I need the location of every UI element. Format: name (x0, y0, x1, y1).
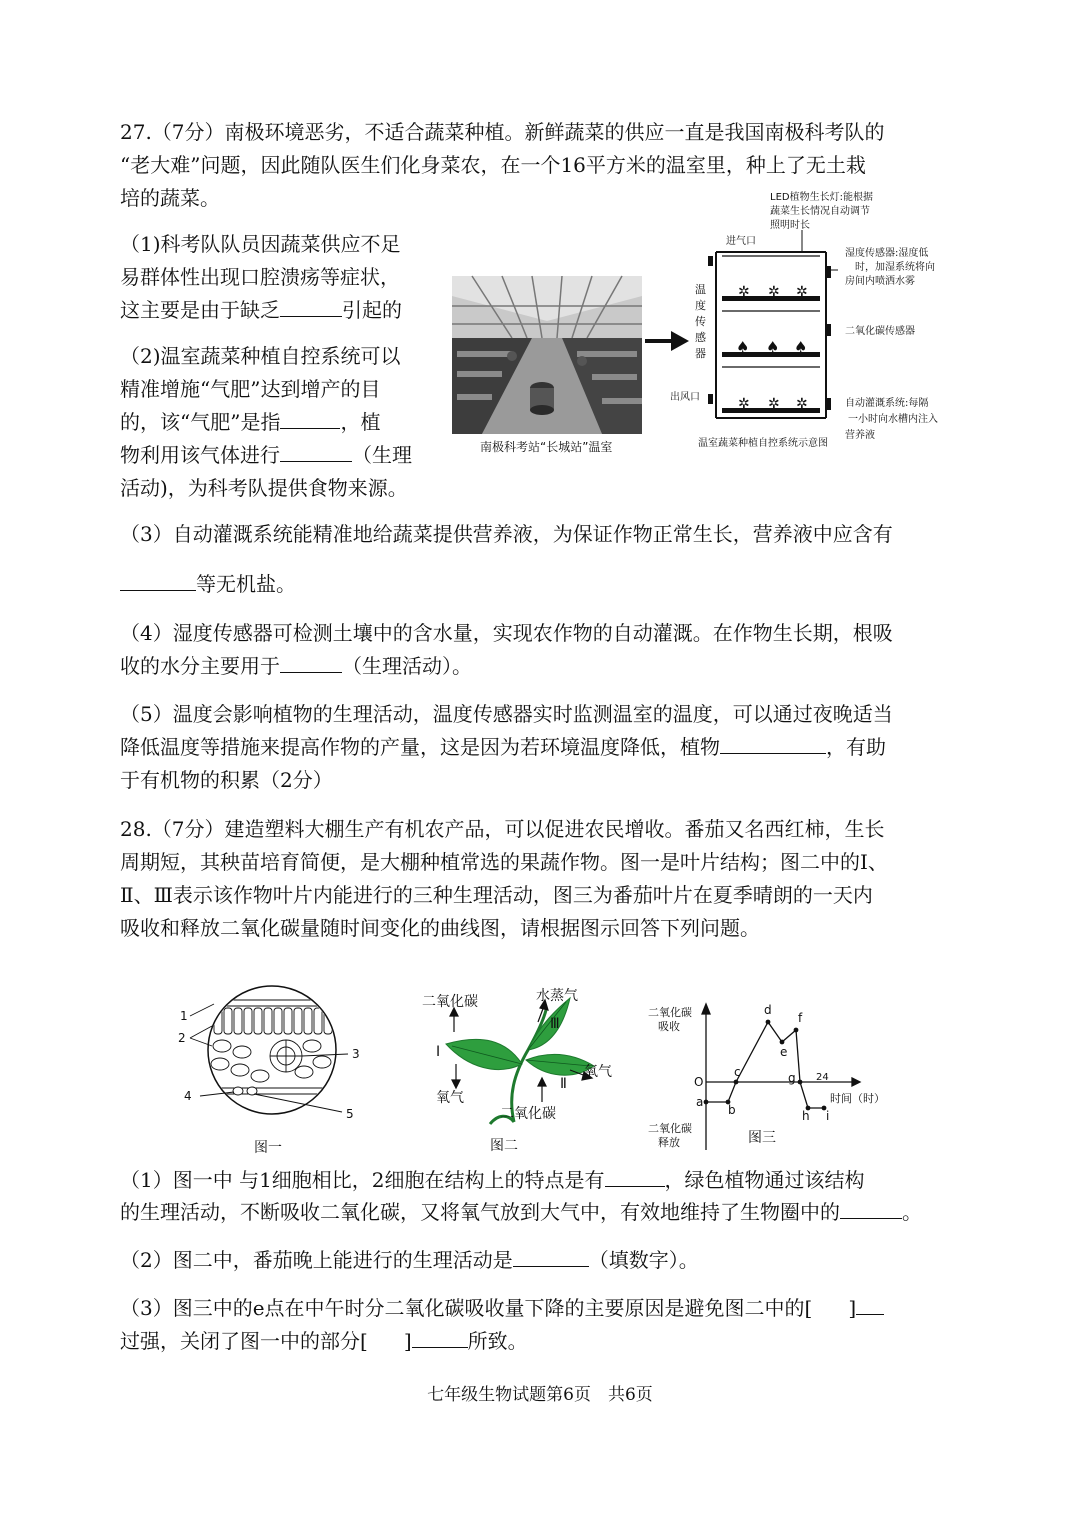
figure3-co2-chart (648, 1000, 898, 1160)
fig1-label-4: 4 (184, 1089, 192, 1103)
q28-intro-line3: Ⅱ、Ⅲ表示该作物叶片内能进行的三种生理活动，图三为番茄叶片在夏季晴朗的一天内 (120, 883, 873, 907)
svg-text:✲: ✲ (738, 284, 750, 300)
q28-s3-blank1[interactable] (856, 1292, 884, 1315)
fig3-point-g (798, 1080, 803, 1085)
fig2-co2-top: 二氧化碳 (422, 994, 478, 1010)
fig2-roman-3: Ⅲ (550, 1016, 560, 1032)
diagram-humidity-label: 湿度传感器:湿度低 (845, 248, 929, 259)
svg-text:✲: ✲ (796, 396, 808, 412)
diagram-led-label-3: 照明时长 (770, 220, 810, 231)
q27-part4-line1: （4）湿度传感器可检测土壤中的含水量，实现农作物的自动灌溉。在作物生长期，根吸 (120, 621, 893, 645)
fig3-point-label-e: e (780, 1045, 788, 1059)
fig3-y-bottom-2: 释放 (658, 1136, 680, 1149)
q27-part4-blank[interactable] (280, 650, 342, 673)
q27-part3-blank[interactable] (120, 568, 196, 591)
fig3-point-c (734, 1080, 739, 1085)
q28-intro-line1: 28.（7分）建造塑料大棚生产有机农产品，可以促进农民增收。番茄又名西红柿，生长 (120, 817, 885, 841)
fig3-caption: 图三 (748, 1130, 776, 1146)
fig3-point-label-c: c (734, 1065, 741, 1079)
fig3-y-bottom-1: 二氧化碳 (648, 1122, 692, 1135)
q27-intro-line2: “老大难”问题，因此随队医生们化身菜农，在一个16平方米的温室里，种上了无土栽 (120, 153, 866, 177)
greenhouse-photo-caption: 南极科考站“长城站”温室 (480, 440, 613, 454)
fig2-vapor: 水蒸气 (536, 988, 578, 1004)
q27-part2-line4 (120, 439, 412, 472)
q27-part2-line2: 精准增施“气肥”达到增产的目 (120, 377, 381, 401)
fig3-y-top-2: 吸收 (658, 1020, 680, 1033)
diagram-humidity-label-3: 房间内喷洒水雾 (845, 276, 915, 287)
svg-text:♠: ♠ (794, 338, 808, 356)
q27-part5-line3: 于有机物的积累（2分） (120, 768, 333, 792)
q27-part3-text: 等无机盐。 (196, 572, 296, 596)
q28-s1-text-c: 的生理活动，不断吸收二氧化碳，又将氧气放到大气中，有效地维持了生物圈中的 (120, 1200, 840, 1224)
figure2-plant-processes (418, 984, 618, 1160)
q27-part5-text-a: 降低温度等措施来提高作物的产量，这是因为若环境温度降低，植物 (120, 735, 720, 759)
svg-text:✲: ✲ (796, 284, 808, 300)
q27-part5-text-b: ，有助 (826, 735, 886, 759)
svg-text:传: 传 (695, 315, 706, 328)
greenhouse-photo (452, 276, 642, 434)
q27-intro-line1: 27.（7分）南极环境恶劣，不适合蔬菜种植。新鲜蔬菜的供应一直是我国南极科考队的 (120, 120, 885, 144)
fig3-point-e (780, 1040, 785, 1045)
diagram-irrigation-label-3: 营养液 (845, 430, 875, 441)
q27-part1-blank[interactable] (280, 294, 342, 317)
q27-part2-text-a: 的，该“气肥”是指 (120, 410, 281, 434)
q27-part5-blank[interactable] (720, 731, 826, 754)
fig3-point-label-d: d (764, 1003, 772, 1017)
svg-text:度: 度 (695, 299, 706, 312)
q27-part2-text-b: ，植 (340, 410, 381, 434)
fig3-point-d (766, 1020, 771, 1025)
svg-text:温: 温 (695, 283, 706, 296)
q27-part4-text-b: （生理活动）。 (342, 654, 472, 678)
q27-part2-line1: （2)温室蔬菜种植自控系统可以 (120, 344, 401, 368)
q28-s1-blank2[interactable] (840, 1196, 902, 1219)
q28-s2-text-b: （填数字）。 (588, 1248, 699, 1272)
q28-s3-text-c: 过强，关闭了图一中的部分[ (120, 1329, 368, 1353)
q27-part1-line1: （1)科考队队员因蔬菜供应不足 (120, 232, 401, 256)
fig2-roman-2: Ⅱ (560, 1076, 567, 1092)
q28-s1-text-b: ，绿色植物通过该结构 (664, 1168, 865, 1192)
q27-part2-blank1[interactable] (280, 406, 340, 429)
right-arrow-icon (643, 328, 691, 354)
q28-s3-blank2[interactable] (412, 1325, 468, 1348)
q28-s3-text-b: ] (848, 1296, 857, 1320)
fig3-point-f (794, 1028, 799, 1033)
fig3-x-label: 时间（时） (830, 1092, 885, 1105)
q27-part3-line2 (120, 568, 296, 601)
q28-s3-text-d: ] (403, 1329, 412, 1353)
q28-s3-text-a: （3）图三中的e点在中午时分二氧化碳吸收量下降的主要原因是避免图二中的[ (120, 1296, 813, 1320)
diagram-co2-sensor-label: 二氧化碳传感器 (845, 326, 915, 337)
fig3-point-a (704, 1100, 709, 1105)
q28-s2-text-a: （2）图二中，番茄晚上能进行的生理活动是 (120, 1248, 513, 1272)
diagram-led-label-2: 蔬菜生长情况自动调节 (770, 206, 870, 217)
q27-part2-line5: 活动)，为科考队提供食物来源。 (120, 476, 408, 500)
fig3-point-label-f: f (798, 1011, 803, 1025)
q28-s2-line (120, 1244, 699, 1277)
svg-text:♠: ♠ (766, 338, 780, 356)
svg-text:器: 器 (695, 347, 706, 360)
fig3-point-label-h: h (802, 1109, 810, 1123)
diagram-irrigation-label: 自动灌溉系统:每隔 (845, 398, 929, 409)
fig2-oxygen-left: 氧气 (436, 1090, 464, 1106)
svg-text:✲: ✲ (738, 396, 750, 412)
q28-intro-line2: 周期短，其秧苗培育简便，是大棚种植常选的果蔬作物。图一是叶片结构；图二中的Ⅰ、 (120, 850, 888, 874)
fig2-co2-bottom: 二氧化碳 (500, 1106, 556, 1122)
fig3-y-top-1: 二氧化碳 (648, 1006, 692, 1019)
diagram-humidity-label-2: 时，加湿系统将向 (855, 262, 935, 273)
q27-part3-line1: （3）自动灌溉系统能精准地给蔬菜提供营养液，为保证作物正常生长，营养液中应含有 (120, 522, 893, 546)
q27-part4-line2 (120, 650, 472, 683)
q28-s3-text-e: 所致。 (467, 1329, 528, 1353)
fig1-label-5: 5 (346, 1107, 354, 1121)
q27-part2-blank2[interactable] (280, 439, 352, 462)
q28-s1-line2 (120, 1196, 922, 1229)
diagram-outlet-label: 出风口 (670, 392, 700, 403)
fig2-oxygen-right: 氧气 (584, 1064, 612, 1080)
fig3-point-label-i: i (826, 1109, 830, 1123)
fig3-point-label-g: g (788, 1071, 796, 1085)
q27-part1-line3 (120, 294, 402, 327)
q27-part5-line1: （5）温度会影响植物的生理活动，温度传感器实时监测温室的温度，可以通过夜晚适当 (120, 702, 893, 726)
q27-part1-text-a: 这主要是由于缺乏 (120, 298, 280, 322)
fig3-point-label-b: b (728, 1103, 736, 1117)
svg-text:✲: ✲ (768, 396, 780, 412)
fig2-roman-1: Ⅰ (436, 1044, 441, 1060)
fig3-tick-24: 24 (816, 1072, 829, 1083)
svg-text:感: 感 (695, 331, 706, 344)
q28-s3-line1 (120, 1292, 884, 1325)
q28-s1-text-a: （1）图一中 与1细胞相比，2细胞在结构上的特点是有 (120, 1168, 605, 1192)
fig1-label-1: 1 (180, 1009, 188, 1023)
fig1-label-2: 2 (178, 1031, 186, 1045)
q28-s1-blank1[interactable] (605, 1164, 665, 1187)
q27-part1-text-b: 引起的 (342, 298, 402, 322)
diagram-irrigation-label-2: 一小时向水槽内注入 (848, 414, 938, 425)
q27-intro-line3: 培的蔬菜。 (120, 186, 220, 210)
q28-s1-line1 (120, 1164, 865, 1197)
fig3-curve (706, 1022, 824, 1108)
q27-part2-text-c: 物利用该气体进行 (120, 443, 280, 467)
fig1-label-3: 3 (352, 1047, 360, 1061)
fig2-caption: 图二 (490, 1138, 518, 1154)
q28-s1-text-d: 。 (902, 1200, 922, 1224)
q28-s2-blank[interactable] (513, 1244, 589, 1267)
svg-text:✲: ✲ (768, 284, 780, 300)
figure1-leaf-structure (172, 976, 382, 1160)
q27-part5-line2 (120, 731, 886, 764)
q28-intro-line4: 吸收和释放二氧化碳量随时间变化的曲线图，请根据图示回答下列问题。 (120, 916, 760, 940)
svg-text:♠: ♠ (736, 338, 750, 356)
fig3-point-label-a: a (696, 1095, 704, 1109)
greenhouse-system-diagram (670, 186, 980, 456)
diagram-caption: 温室蔬菜种植自控系统示意图 (698, 438, 828, 449)
fig1-caption: 图一 (254, 1140, 282, 1156)
q27-part2-line3 (120, 406, 380, 439)
q28-s3-line2 (120, 1325, 528, 1358)
page-footer: 七年级生物试题第6页 共6页 (427, 1385, 653, 1405)
diagram-led-label: LED植物生长灯:能根据 (770, 192, 873, 203)
diagram-inlet-label: 进气口 (726, 236, 756, 247)
q27-part4-text-a: 收的水分主要用于 (120, 654, 280, 678)
q27-part1-line2: 易群体性出现口腔溃疡等症状， (120, 265, 400, 289)
fig3-origin: O (694, 1075, 704, 1089)
q27-part2-text-d: （生理 (352, 443, 412, 467)
